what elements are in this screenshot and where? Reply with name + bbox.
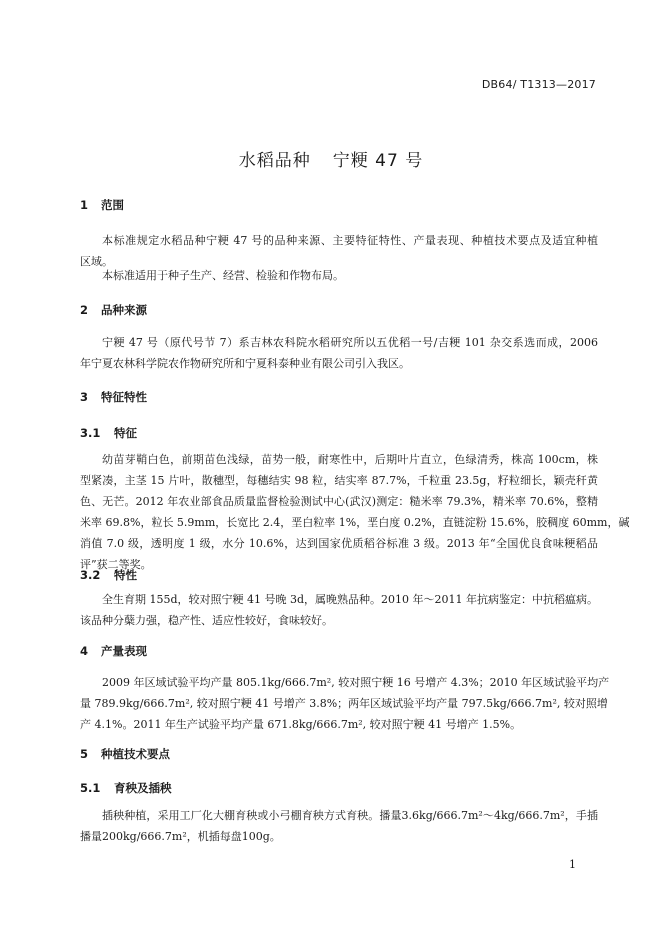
section-1-paragraph-1: 本标准规定水稻品种宁粳 47 号的品种来源、主要特征特性、产量表现、种植技术要点及适宜种植 区域。 (80, 234, 598, 268)
section-4-paragraph: 2009 年区域试验平均产量 805.1kg/666.7m², 较对照宁粳 16 号增产 4.3%；2010 年区域试验平均产 量 789.9kg/666.7m², 较对照宁粳 41 号增产 3.8%；两年区域试验平均产量 797.5kg/666.7m², 较对照增 产 4.1%。2011 年生产试验平均产量 671.8kg/666.7m², 较对照宁粳 41 号增产 1.5%。 (80, 676, 610, 731)
section-5-1-heading: 5.1 育秧及插秧 (80, 781, 172, 795)
document-title (0, 146, 662, 171)
standard-code: DB64/ T1313—2017 (481, 78, 596, 91)
section-2-heading: 2 品种来源 (80, 303, 147, 317)
section-5-1-paragraph: 插秧种植，采用工厂化大棚育秧或小弓棚育秧方式育秧。播量3.6kg/666.7m²～4kg/666.7m²，手插 播量200kg/666.7m²，机插每盘100g。 (80, 809, 598, 843)
section-1-paragraph-2: 本标准适用于种子生产、经营、检验和作物布局。 (102, 269, 344, 282)
section-5-heading: 5 种植技术要点 (80, 747, 170, 761)
section-3-heading: 3 特征特性 (80, 390, 147, 404)
section-3-1-paragraph: 幼苗芽鞘白色，前期苗色浅绿，苗势一般，耐寒性中，后期叶片直立，色绿清秀，株高 100cm，株 型紧凑，主茎 15 片叶，散穗型，每穗结实 98 粒，结实率 87.7%，千粒重 23.5g，籽粒细长，颖壳秆黄 色、无芒。2012 年农业部食品质量监督检验测试中心(武汉)测定：糙米率 79.3%，精米率 70.6%，整精 米率 69.8%，粒长 5.9mm，长宽比 2.4，垩白粒率 1%，垩白度 0.2%，直链淀粉 15.6%，胶稠度 60mm，碱 消值 7.0 级，透明度 1 级，水分 10.6%，达到国家优质稻谷标准 3 级。2013 年“全国优良食味粳稻品 评”获二等奖。 (80, 453, 630, 571)
section-3-1-heading: 3.1 特征 (80, 426, 137, 440)
title-part-1: 水稻品种 (238, 151, 311, 171)
section-1-heading: 1 范围 (80, 198, 124, 212)
section-4-heading: 4 产量表现 (80, 644, 147, 658)
title-part-2: 宁粳 47 号 (332, 151, 424, 171)
section-2-paragraph: 宁粳 47 号（原代号节 7）系吉林农科院水稻研究所以五优稻一号/吉粳 101 杂交系选而成，2006 年宁夏农林科学院农作物研究所和宁夏科泰种业有限公司引入我区。 (80, 336, 598, 370)
page-number: 1 (569, 858, 576, 871)
section-3-2-paragraph: 全生育期 155d，较对照宁粳 41 号晚 3d，属晚熟品种。2010 年～2011 年抗病鉴定：中抗稻瘟病。 该品种分蘖力强，稳产性、适应性较好，食味较好。 (80, 593, 599, 627)
section-3-2-heading: 3.2 特性 (80, 568, 137, 582)
